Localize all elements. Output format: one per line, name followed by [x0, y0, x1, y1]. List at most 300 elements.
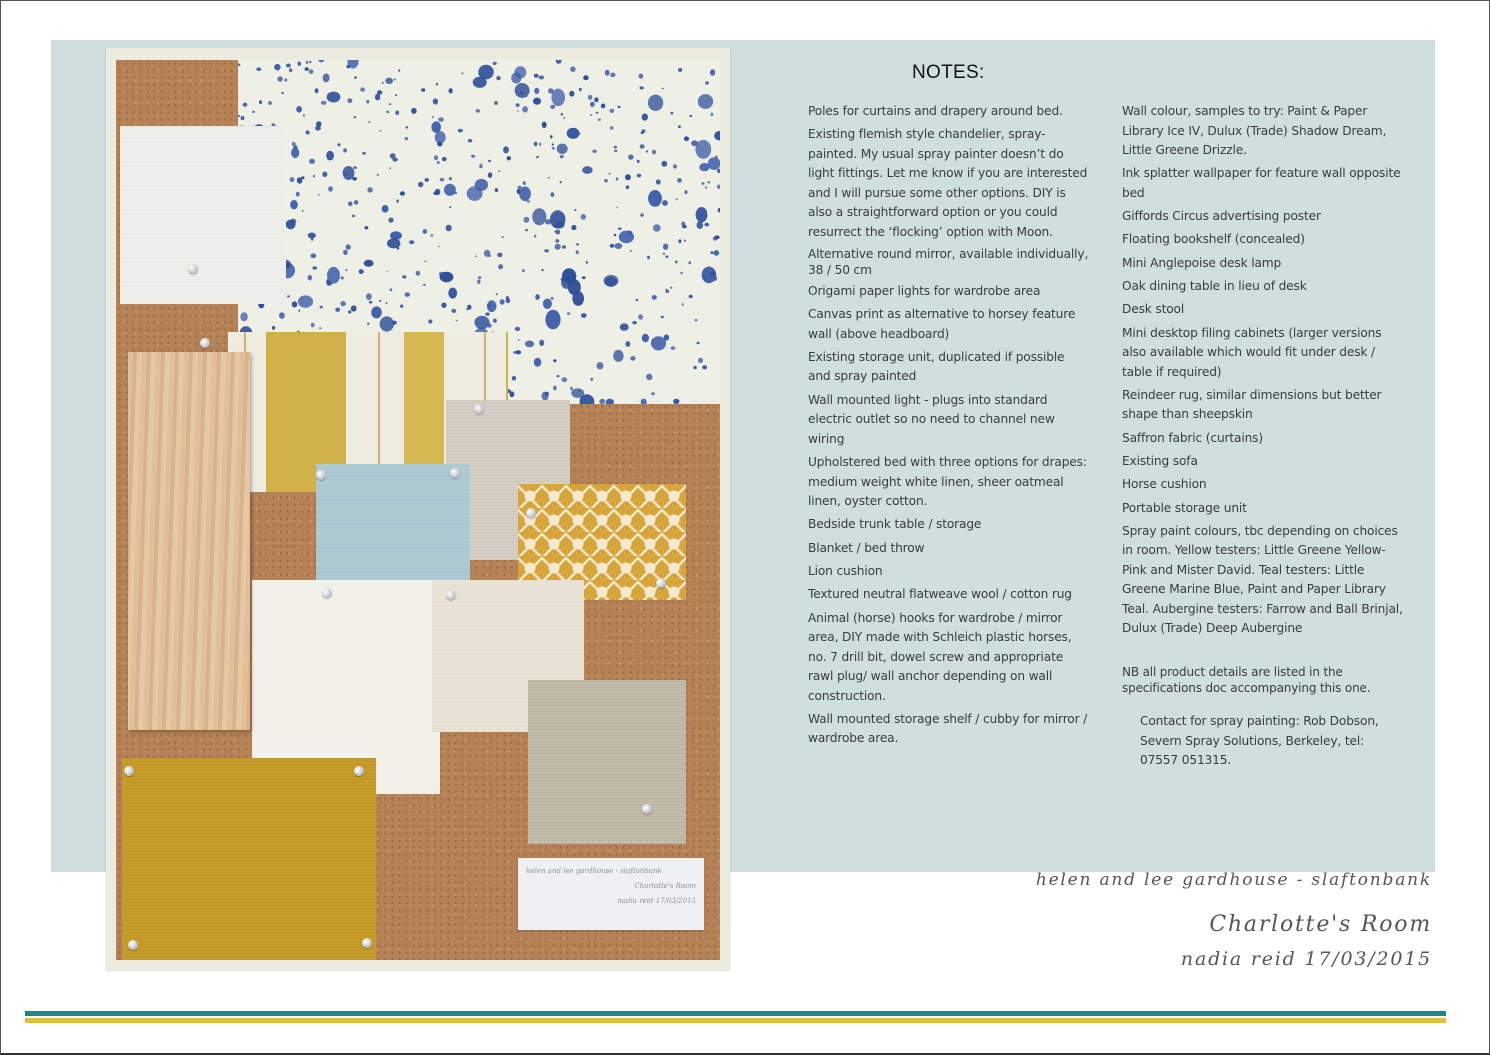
ink-spot [701, 182, 704, 185]
ink-spot [488, 160, 491, 163]
ink-spot [315, 88, 319, 93]
ink-spot [601, 104, 605, 109]
ink-spot [648, 190, 662, 207]
ink-spot [653, 224, 661, 232]
ink-spot [396, 200, 399, 203]
signature-designer-date: nadia reid 17/03/2015 [1180, 948, 1432, 970]
ink-spot [319, 327, 321, 329]
ink-spot [289, 68, 292, 72]
ink-spot [395, 94, 397, 96]
ink-spot [348, 201, 353, 206]
ink-spot [548, 88, 554, 93]
ink-spot [710, 272, 716, 276]
pushpin-icon [200, 338, 210, 348]
ink-spot [241, 116, 245, 120]
ink-spot [670, 112, 673, 115]
saffron-fabric-swatch [122, 758, 376, 960]
ink-spot [673, 164, 677, 168]
ink-spot [292, 301, 298, 307]
ink-spot [312, 266, 317, 270]
ink-spot [451, 309, 456, 313]
signature-client: helen and lee gardhouse - slaftonbank [1035, 870, 1432, 890]
ink-spot [651, 392, 655, 395]
ink-spot [556, 60, 562, 64]
ink-spot [545, 392, 549, 396]
ink-spot [240, 312, 247, 321]
ink-spot [409, 240, 414, 244]
ink-spot [590, 102, 595, 108]
ink-spot [541, 269, 543, 272]
ink-spot [562, 245, 566, 248]
ink-spot [689, 115, 692, 117]
ink-spot [238, 63, 240, 66]
ink-spot [436, 83, 438, 86]
note-item: Lion cushion [808, 563, 883, 578]
ink-spot [714, 131, 720, 140]
ink-spot [298, 62, 302, 66]
ink-spot [438, 117, 444, 122]
ink-spot [366, 293, 372, 300]
note-item: Upholstered bed with three options for drapes: medium weight white linen, sheer oatmeal linen, oyster cotton. [808, 455, 1087, 509]
ink-spot [636, 299, 639, 301]
ink-spot [478, 276, 481, 279]
pushpin-icon [124, 766, 134, 776]
ink-spot [599, 399, 605, 404]
ink-spot [284, 78, 287, 81]
pushpin-icon [362, 938, 372, 948]
note-item: Existing storage unit, duplicated if possible and spray painted [808, 349, 1065, 384]
ink-spot [554, 231, 556, 232]
ink-spot [543, 299, 552, 309]
ink-spot [290, 219, 296, 225]
ink-spot [698, 94, 713, 109]
ink-spot [641, 399, 647, 404]
note-item: Wall colour, samples to try: Paint & Paper Library Ice IV, Dulux (Trade) Shadow Dream, Little Greene Drizzle. [1122, 104, 1387, 157]
ink-spot [353, 166, 357, 169]
ink-spot [306, 131, 310, 135]
ink-spot [290, 177, 295, 182]
ink-spot [534, 88, 539, 94]
label-card-line: nadia reid 17/03/2015 [617, 897, 696, 905]
ink-spot [296, 192, 300, 197]
note-item: Wall mounted storage shelf / cubby for mirror / wardrobe area. [808, 711, 1088, 746]
ink-spot [545, 310, 560, 330]
ink-spot [696, 207, 708, 222]
ink-spot [689, 295, 693, 298]
ink-spot [433, 191, 438, 195]
note-item: Canvas print as alternative to horsey feature wall (above headboard) [808, 307, 1076, 341]
ink-spot [567, 312, 570, 315]
ink-spot [311, 323, 315, 327]
ink-spot [430, 234, 433, 236]
ink-spot [471, 155, 475, 158]
oak-wood-sample [128, 352, 250, 730]
label-card-line: Charlotte's Room [634, 882, 696, 890]
ink-spot [511, 73, 521, 84]
ink-spot [525, 229, 528, 231]
ink-spot [579, 88, 582, 92]
ink-spot [581, 313, 587, 318]
ink-spot [315, 126, 321, 131]
pushpin-icon [526, 508, 536, 518]
ink-spot [259, 100, 262, 104]
ink-spot [352, 215, 355, 218]
blue-linen-swatch [316, 464, 470, 592]
ink-spot [705, 186, 707, 188]
ink-spot [590, 114, 592, 116]
ink-spot [379, 300, 381, 302]
ink-spot [620, 323, 629, 330]
ink-spot [364, 226, 368, 229]
ink-spot [510, 391, 515, 397]
ink-spot [663, 244, 668, 250]
ink-spot [555, 239, 559, 243]
ink-spot [525, 341, 534, 348]
ink-spot [389, 103, 392, 105]
ink-spot [616, 207, 618, 209]
ink-spot [367, 322, 369, 325]
ink-spot [570, 66, 576, 72]
ink-spot [694, 366, 697, 369]
ink-spot [675, 261, 678, 264]
ink-spot [561, 377, 567, 382]
ink-spot [319, 306, 323, 309]
ink-spot [560, 155, 564, 158]
ink-spot [532, 208, 546, 225]
ink-spot [346, 65, 350, 69]
ink-spot [377, 90, 382, 94]
ink-spot [485, 312, 489, 315]
ink-spot [345, 269, 347, 271]
ink-spot [552, 143, 554, 145]
ink-spot [286, 64, 291, 68]
ink-spot [640, 213, 644, 216]
ink-spot [676, 198, 678, 200]
ink-spot [327, 267, 340, 284]
ink-spot [313, 175, 315, 178]
ink-spot [428, 319, 432, 323]
ink-spot [637, 160, 640, 163]
ink-spot [440, 272, 454, 283]
ink-spot [646, 374, 652, 381]
ink-spot [506, 296, 509, 300]
ink-spot [555, 244, 561, 250]
ink-spot [441, 303, 446, 308]
ink-spot [354, 116, 357, 118]
ink-spot [642, 114, 648, 121]
pushpin-icon [128, 940, 138, 950]
ink-spot [351, 305, 357, 311]
ink-spot [296, 106, 302, 113]
ink-spot [423, 229, 428, 234]
ink-spot [425, 178, 429, 182]
ink-spot [387, 271, 389, 272]
ink-spot [308, 275, 312, 281]
ink-spot [495, 188, 498, 192]
pushpin-icon [656, 578, 666, 588]
ink-spot [625, 174, 631, 180]
ink-spot [637, 174, 642, 178]
ink-spot [708, 157, 720, 170]
ink-spot [661, 316, 664, 319]
ink-spot [524, 217, 530, 223]
cork-board [116, 60, 720, 960]
ink-spot [369, 301, 373, 304]
note-item: Poles for curtains and drapery around bed. [808, 104, 1063, 118]
ink-spot [616, 177, 619, 180]
ink-spot [390, 288, 393, 291]
ink-spot [684, 240, 686, 242]
ink-spot [512, 376, 516, 381]
ink-spot [704, 223, 709, 227]
ink-spot [340, 301, 346, 306]
ink-spot [480, 164, 482, 165]
yellow-rule [25, 1018, 1446, 1023]
ink-spot [598, 119, 601, 121]
ink-spot [389, 167, 391, 169]
ink-spot [493, 62, 497, 65]
ink-spot [444, 184, 456, 196]
ink-spot [323, 74, 330, 83]
ink-spot [274, 64, 280, 71]
ink-spot [382, 205, 389, 213]
ink-spot [405, 137, 409, 140]
ink-spot [639, 86, 643, 89]
ink-spot [715, 156, 718, 159]
ink-spot [433, 98, 438, 104]
ink-spot [277, 76, 282, 81]
note-item: Mini desktop filing cabinets (larger versions also available which would fit under desk / table if required) [1122, 325, 1382, 379]
ink-spot [680, 272, 682, 275]
note-item: Blanket / bed throw [808, 540, 925, 555]
ink-spot [609, 173, 611, 175]
label-card-line: helen and lee gardhouse - slaftonbank [526, 867, 662, 875]
ink-spot [717, 185, 720, 189]
ink-spot [479, 165, 483, 169]
ink-spot [487, 323, 491, 327]
ink-spot [360, 87, 365, 91]
ink-spot [695, 319, 698, 321]
ink-spot [398, 69, 400, 72]
ink-spot [551, 297, 554, 300]
ink-spot [335, 308, 340, 312]
ink-spot [500, 299, 505, 305]
ink-spot [311, 253, 317, 258]
ink-spot [343, 148, 347, 152]
ink-spot [682, 303, 684, 306]
ink-spot [557, 375, 560, 377]
ink-spot [385, 78, 393, 84]
note-item: Mini Anglepoise desk lamp [1122, 255, 1282, 270]
ink-spot [302, 210, 304, 212]
ink-spot [367, 187, 372, 193]
ink-spot [534, 235, 536, 238]
ink-spot [535, 294, 540, 300]
ink-spot [515, 83, 530, 98]
ink-spot [456, 320, 458, 322]
grey-linen-swatch [528, 680, 686, 844]
ink-spot [392, 321, 396, 325]
ink-spot [327, 92, 341, 103]
ink-spot [523, 181, 526, 185]
ink-spot [392, 158, 397, 162]
ink-spot [243, 103, 248, 107]
ink-spot [609, 109, 614, 113]
pushpin-icon [188, 264, 198, 274]
ink-spot [648, 95, 663, 111]
ink-spot [553, 386, 557, 391]
ink-spot [306, 61, 309, 64]
ink-spot [590, 378, 593, 381]
note-item: Desk stool [1122, 302, 1185, 317]
ink-spot [507, 156, 511, 160]
ink-spot [297, 177, 303, 183]
ink-spot [517, 110, 519, 112]
ink-spot [405, 292, 411, 297]
ink-spot [359, 269, 364, 274]
notes-title: NOTES: [912, 62, 985, 83]
ink-spot [640, 144, 645, 148]
ink-spot [626, 185, 630, 189]
ink-spot [707, 181, 710, 183]
ink-spot [533, 98, 541, 105]
ink-spot [548, 177, 550, 179]
ink-spot [437, 142, 442, 147]
ink-spot [416, 271, 420, 276]
ink-spot [287, 295, 290, 297]
ink-spot [702, 365, 707, 369]
ink-spot [476, 109, 481, 113]
ink-spot [364, 260, 374, 267]
moodboard-label-card [518, 858, 704, 930]
ink-spot [539, 143, 541, 146]
ink-spot [298, 310, 300, 312]
ink-spot [576, 294, 582, 299]
ink-spot [406, 126, 409, 128]
note-item: Reindeer rug, similar dimensions but better shape than sheepskin [1122, 387, 1382, 422]
ink-spot [362, 152, 366, 155]
ink-spot [697, 342, 700, 344]
ink-spot [518, 186, 522, 189]
ink-spot [467, 305, 471, 310]
ink-spot [522, 106, 528, 112]
ink-spot [630, 250, 632, 252]
ink-spot [449, 206, 451, 208]
ink-spot [550, 192, 554, 197]
ink-spot [432, 116, 434, 118]
ink-spot [671, 346, 676, 350]
ink-spot [606, 399, 614, 404]
note-item: Floating bookshelf (concealed) [1122, 232, 1305, 247]
ink-spot [697, 221, 704, 229]
ink-spot [586, 261, 588, 264]
ink-spot [252, 111, 255, 113]
note-item: Ink splatter wallpaper for feature wall opposite bed [1122, 166, 1401, 200]
ink-spot [352, 177, 357, 181]
ink-spot [488, 172, 492, 178]
ink-spot [534, 142, 538, 147]
ink-spot [583, 75, 588, 80]
ink-spot [473, 77, 487, 88]
ink-spot [666, 255, 669, 258]
ink-spot [689, 261, 691, 264]
ink-spot [570, 387, 573, 391]
ink-spot [346, 244, 351, 249]
ink-spot [442, 157, 447, 161]
ink-spot [596, 112, 599, 114]
pushpin-icon [322, 588, 332, 598]
ink-spot [647, 256, 650, 259]
ink-spot [561, 278, 565, 281]
ink-spot [516, 103, 520, 107]
ink-spot [382, 82, 384, 84]
ink-spot [613, 350, 623, 362]
ink-spot [400, 191, 405, 195]
ink-spot [337, 143, 340, 146]
ink-spot [610, 73, 615, 78]
ink-spot [400, 305, 403, 308]
ink-spot [321, 101, 327, 105]
ink-spot [309, 159, 315, 164]
note-item: Saffron fabric (curtains) [1122, 430, 1263, 445]
pushpin-icon [450, 468, 460, 478]
ink-spot [496, 293, 498, 295]
ink-spot [393, 236, 396, 238]
ink-spot [386, 111, 389, 113]
ink-spot [431, 121, 441, 132]
ink-spot [493, 319, 497, 323]
ink-spot [652, 339, 654, 342]
ink-spot [387, 238, 401, 248]
ink-spot [652, 295, 657, 300]
ink-spot [281, 92, 283, 95]
ink-spot [677, 178, 682, 183]
ink-spot [713, 250, 719, 256]
ink-spot [554, 221, 565, 228]
ink-spot [534, 358, 542, 367]
pushpin-icon [474, 404, 484, 414]
note-item: Oak dining table in lieu of desk [1122, 278, 1307, 293]
ink-spot [646, 150, 648, 152]
ink-spot [454, 192, 457, 194]
ink-spot [718, 208, 720, 212]
ink-spot [582, 166, 593, 174]
note-item: Bedside trunk table / storage [808, 517, 982, 532]
ink-spot [518, 339, 520, 341]
pushpin-icon [354, 766, 364, 776]
ink-spot [571, 225, 576, 230]
ink-spot [550, 135, 553, 138]
ink-spot [588, 95, 593, 100]
nb-note: NB all product details are listed in the specifications doc accompanying this one. [1122, 665, 1371, 695]
ink-spot [380, 316, 394, 331]
ink-spot [710, 69, 715, 76]
ink-spot [576, 250, 579, 254]
ink-spot [308, 233, 316, 239]
ink-spot [421, 88, 425, 91]
ink-spot [569, 91, 574, 97]
ink-spot [619, 231, 634, 244]
note-item: Origami paper lights for wardrobe area [808, 283, 1041, 298]
ink-spot [560, 181, 562, 183]
ink-spot [685, 190, 688, 194]
ink-spot [610, 126, 614, 129]
ink-spot [576, 243, 579, 245]
ink-spot [574, 209, 576, 211]
ink-spot [343, 250, 348, 255]
ink-spot [537, 156, 539, 158]
ink-spot [468, 139, 473, 143]
